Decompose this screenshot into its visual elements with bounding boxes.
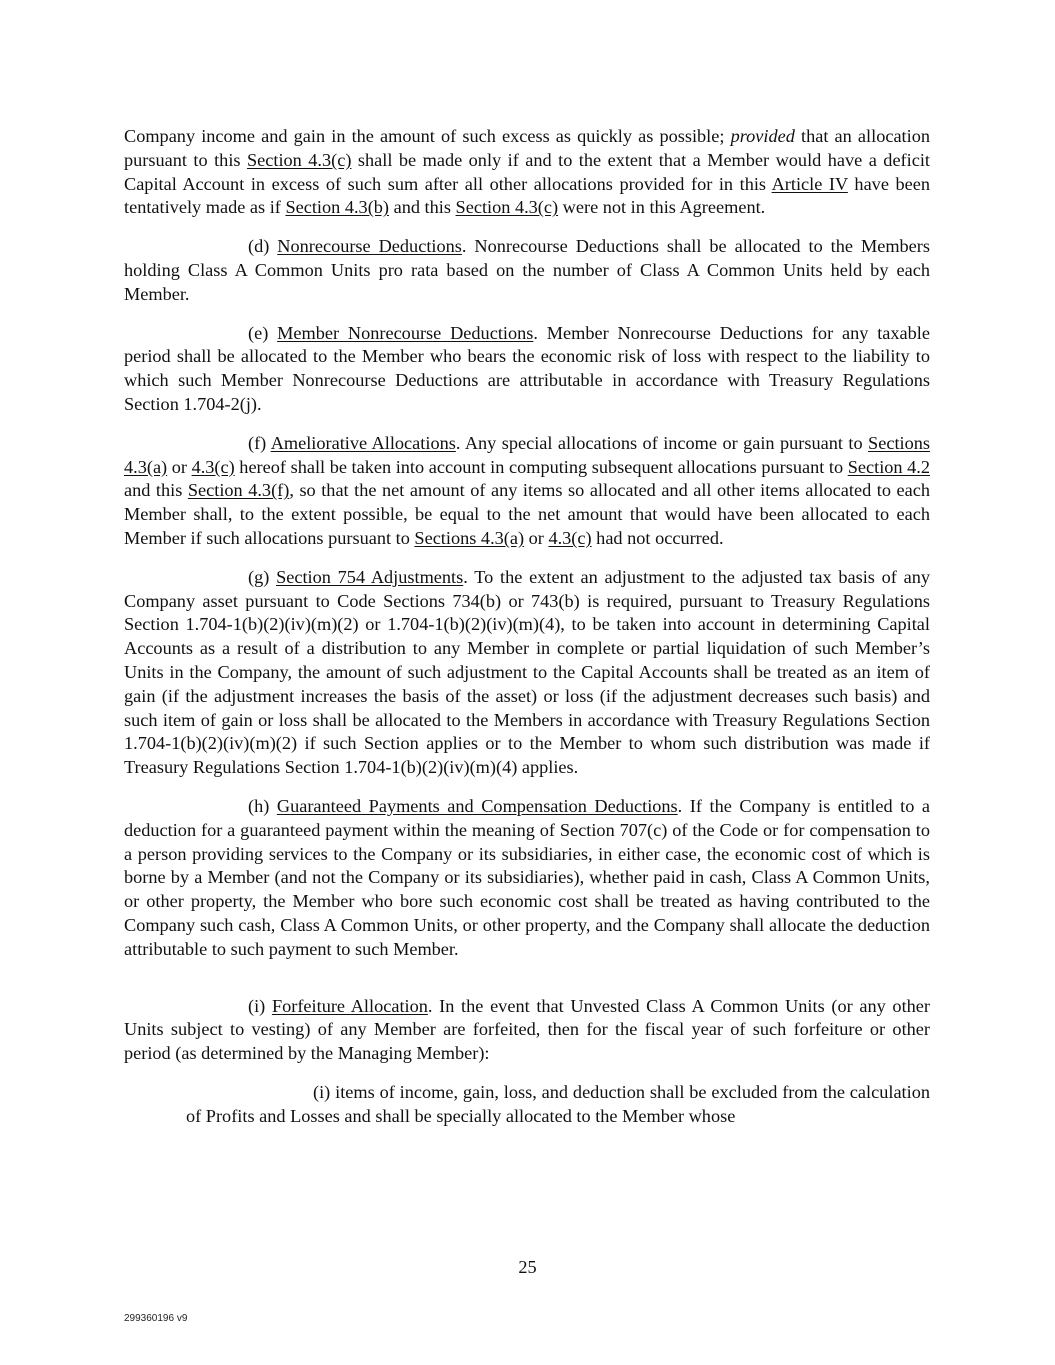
section-heading: Section 754 Adjustments — [276, 566, 464, 587]
section-heading: Nonrecourse Deductions — [277, 236, 462, 257]
section-d-paragraph: (d) Nonrecourse Deductions. Nonrecourse Deductions shall be allocated to the Members holding Class A Common Units pro rata based on the number of Class A Common Units held by each Member. — [124, 236, 931, 304]
section-heading: Ameliorative Allocations — [270, 432, 456, 453]
cross-reference: Section 4.3(b) — [285, 197, 390, 218]
cross-reference: Section 4.3(c) — [455, 197, 559, 218]
section-heading: Forfeiture Allocation — [271, 995, 428, 1016]
cross-reference: 4.3(c) — [191, 456, 235, 477]
cross-reference: Section 4.3(f) — [187, 480, 290, 501]
cross-reference: Sections 4.3(a) — [124, 432, 930, 477]
page-number: 25 — [518, 1257, 537, 1277]
document-body — [124, 125, 930, 1143]
cross-reference: Section 4.3(c) — [246, 149, 352, 170]
section-e-paragraph: (e) Member Nonrecourse Deductions. Member Nonrecourse Deductions for any taxable period shall be allocated to the Member who bears the economic risk of loss with respect to the liability to which such Member Nonrecourse Deductions are attributable in accordance with Treasury Regulations Section 1.704-2(j). — [124, 322, 930, 414]
cross-reference: 4.3(c) — [548, 527, 592, 548]
section-f-paragraph: (f) Ameliorative Allocations. Any special allocations of income or gain pursuant to Sections 4.3(a) or 4.3(c) hereof shall be taken into account in computing subsequent allocations pursuant to Section 4.2 and this Section 4.3(f), so that the net amount of any items so allocated and all other items allocated to each Member shall, to the extent possible, be equal to the net amount that would have been allocated to each Member if such allocations pursuant to Sections 4.3(a) or 4.3(c) had not occurred. — [124, 432, 930, 548]
section-heading: Member Nonrecourse Deductions — [277, 322, 534, 343]
emphasis-provided: provided — [730, 126, 795, 146]
section-heading: Guaranteed Payments and Compensation Deductions — [276, 795, 678, 816]
section-h-paragraph: (h) Guaranteed Payments and Compensation Deductions. If the Company is entitled to a deduction for a guaranteed payment within the meaning of Section 707(c) of the Code or for compensation to a person providing services to the Company or its subsidiaries, in either case, the economic cost of which is borne by a Member (and not the Company or its subsidiaries), whether paid in cash, Class A Common Units, or other property, the Member who bore such economic cost shall be treated as having contributed to the Company such cash, Class A Common Units, or other property, and the Company shall allocate the deduction attributable to such payment to such Member. — [124, 795, 931, 959]
section-g-paragraph: (g) Section 754 Adjustments. To the extent an adjustment to the adjusted tax basis of any Company asset pursuant to Code Sections 734(b) or 743(b) is required, pursuant to Treasury Regulations Section 1.704-1(b)(2)(iv)(m)(2) or 1.704-1(b)(2)(iv)(m)(4), to be taken into account in determining Capital Accounts as a result of a distribution to any Member in complete or partial liquidation of such Member’s Units in the Company, the amount of such adjustment to the Capital Accounts shall be treated as an item of gain (if the adjustment increases the basis of the asset) or loss (if the adjustment decreases such basis) and such item of gain or loss shall be allocated to the Members in accordance with Treasury Regulations Section 1.704-1(b)(2)(iv)(m)(2) if such Section applies or to the Member to whom such distribution was made if Treasury Regulations Section 1.704-1(b)(2)(iv)(m)(4) applies. — [124, 566, 931, 778]
cross-reference: Sections 4.3(a) — [414, 527, 525, 548]
cross-reference: Article IV — [771, 173, 848, 194]
paragraph-continuation: Company income and gain in the amount of such excess as quickly as possible; provided that an allocation pursuant to this Section 4.3(c) shall be made only if and to the extent that a Member would have a deficit Capital Account in excess of such sum after all other allocations provided for in this Article IV have been tentatively made as if Section 4.3(b) and this Section 4.3(c) were not in this Agreement. — [124, 126, 930, 218]
section-i-paragraph: (i) Forfeiture Allocation. In the event that Unvested Class A Common Units (or any other Units subject to vesting) of any Member are forfeited, then for the fiscal year of such forfeiture or other period (as determined by the Managing Member): — [124, 995, 930, 1064]
section-i-subclause: (i) items of income, gain, loss, and deduction shall be excluded from the calculation of Profits and Losses and shall be specially allocated to the Member whose — [186, 1081, 930, 1126]
cross-reference: Section 4.2 — [847, 456, 930, 477]
document-id: 299360196 v9 — [124, 1313, 188, 1324]
